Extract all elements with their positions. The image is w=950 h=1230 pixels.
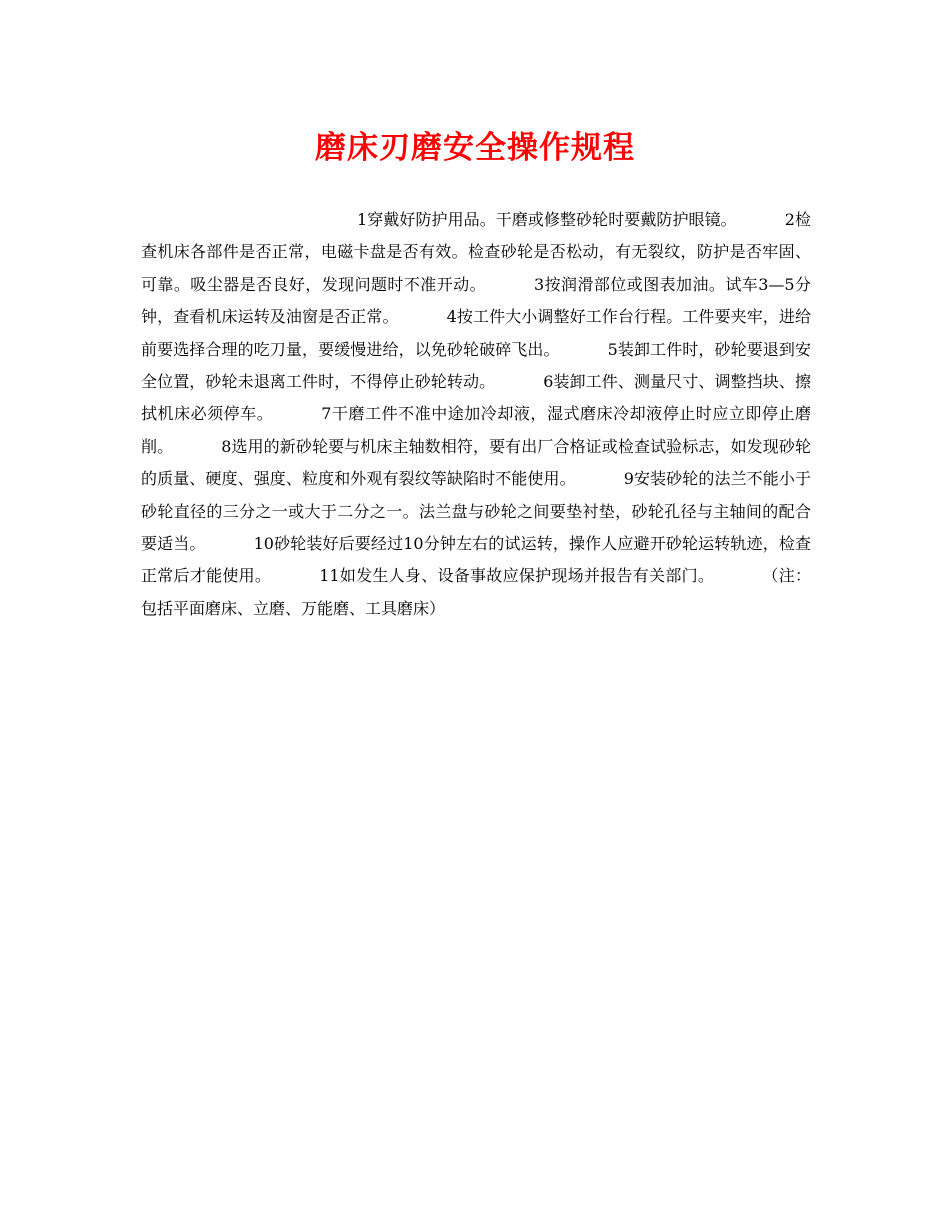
list-item: 5装卸工件时，砂轮要退到安全位置，砂轮未退离工件时，不得停止砂轮转动。 — [141, 339, 811, 392]
list-item: 2检查机床各部件是否正常，电磁卡盘是否有效。检查砂轮是否松动，有无裂纹，防护是否牢固、可靠。吸尘器是否良好，发现问题时不准开动。 — [141, 210, 811, 294]
list-item: 6装卸工件、测量尺寸、调整挡块、擦拭机床必须停车。 — [141, 372, 811, 424]
list-item: 11如发生人身、设备事故应保护现场并报告有关部门。 — [319, 566, 715, 586]
list-item: 9安装砂轮的法兰不能小于砂轮直径的三分之一或大于二分之一。法兰盘与砂轮之间要垫衬垫，砂轮孔径与主轴间的配合要适当。 — [141, 469, 811, 554]
list-item: 10砂轮装好后要经过10分钟左右的试运转，操作人应避开砂轮运转轨迹，检查正常后才能使用。 — [141, 534, 811, 586]
list-item: 7干磨工件不准中途加冷却液，湿式磨床冷却液停止时应立即停止磨削。 — [141, 404, 811, 456]
list-item: 4按工件大小调整好工作台行程。工件要夹牢，进给前要选择合理的吃刀量，要缓慢进给，以免砂轮破碎飞出。 — [141, 307, 811, 359]
list-item: 1穿戴好防护用品。干磨或修整砂轮时要戴防护眼镜。 — [357, 210, 737, 229]
document-note: （注：包括平面磨床、立磨、万能磨、工具磨床） — [141, 566, 811, 618]
document-body — [141, 204, 811, 625]
list-item: 3按润滑部位或图表加油。试车3—5分钟，查看机床运转及油窗是否正常。 — [141, 274, 811, 327]
document-title: 磨床刃磨安全操作规程 — [315, 130, 635, 166]
list-item: 8选用的新砂轮要与机床主轴数相符，要有出厂合格证或检查试验标志，如发现砂轮的质量、硬度、强度、粒度和外观有裂纹等缺陷时不能使用。 — [141, 436, 811, 489]
